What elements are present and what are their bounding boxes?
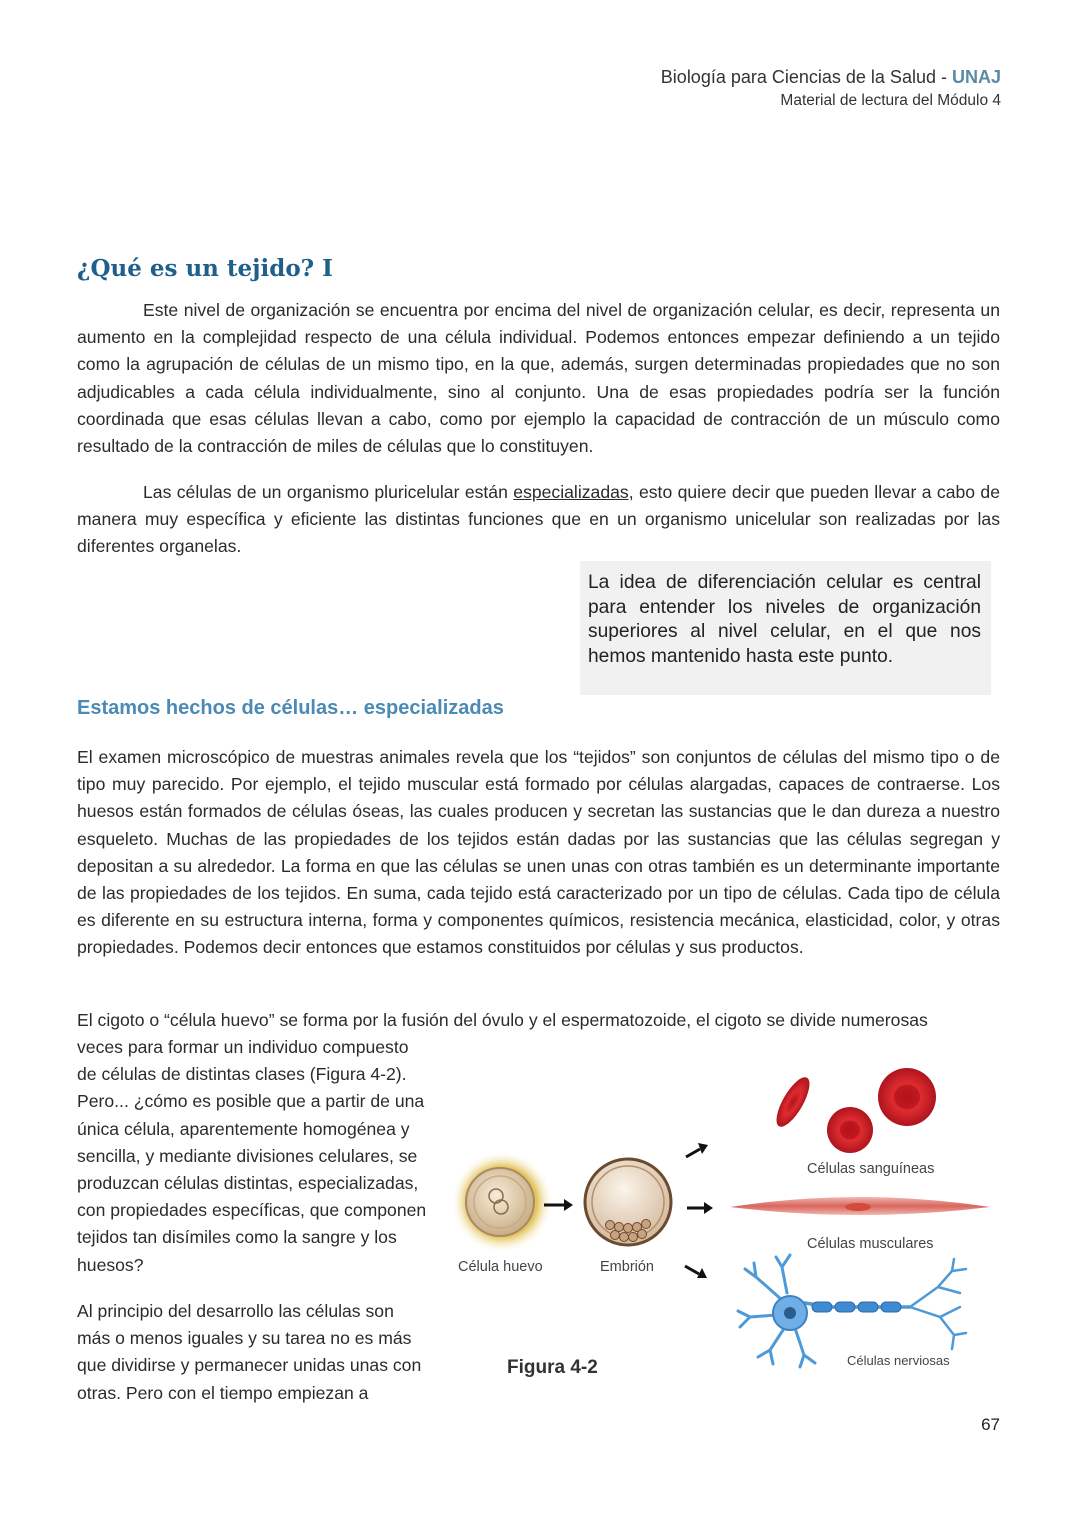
subsection-title: Estamos hechos de células… especializadas — [77, 697, 504, 719]
egg-cell-label: Célula huevo — [458, 1259, 543, 1275]
section-paragraph-1: Este nivel de organización se encuentra por encima del nivel de organización celular, es decir, representa un aumento en la complejidad respecto de una célula individual. Podemos entonces empezar definiendo a un tejido como la agrupación de células de un mismo tipo, en la que, además, surgen determinadas propiedades que no son adjudicables a cada célula individualmente, sino al conjunto. Una de esas propiedades podría ser la función coordinada que esas células llevan a cabo, como por ejemplo la capacidad de contracción de un músculo como resultado de la contracción de miles de células que lo constituyen. — [77, 300, 1000, 457]
subsection-paragraph-3: Al principio del desarrollo las células son más o menos iguales y su tarea no es más que dividirse y permanecer unidas unas con otras. Pero con el tiempo empiezan a — [77, 1301, 422, 1403]
nerve-cells-label: Células nerviosas — [847, 1353, 950, 1368]
callout-text: La idea de diferenciación celular es central para entender los niveles de organización superiores al nivel celular, en el que nos hemos mantenido hasta este punto. — [588, 572, 981, 667]
specialized-term: especializadas, — [513, 482, 634, 502]
embryo — [585, 1159, 671, 1245]
page-header — [661, 64, 1001, 112]
subsection-paragraph-2: veces para formar un individuo compuesto de células de distintas clases (Figura 4-2). Pero... ¿cómo es posible que a partir de una única célula, aparentemente homogénea y sencilla, y mediante divisiones celulares, se produzcan células distintas, especializadas, con propiedades específicas, que componen tejidos tan disímiles como la sangre y los huesos? — [77, 1037, 427, 1275]
egg-cell — [452, 1152, 552, 1252]
muscle-cell — [730, 1197, 990, 1215]
page-number: 67 — [981, 1415, 1000, 1434]
subsection-paragraph-2-first-line: El cigoto o “célula huevo” se forma por la fusión del óvulo y el espermatozoide, el cigoto se divide numerosas — [77, 1010, 928, 1030]
nerve-cell — [738, 1255, 966, 1367]
callout-box — [580, 561, 991, 695]
header-institution: UNAJ — [951, 67, 1001, 87]
section-paragraph-2 — [77, 479, 1000, 561]
arrow-up-right-icon — [686, 1143, 708, 1157]
section-paragraph-2-start: Las células de un organismo pluricelular están — [143, 482, 514, 502]
figure-caption: Figura 4-2 — [507, 1357, 598, 1378]
section-paragraph-2-end: esto quiere decir que pueden llevar a cabo de manera muy específica y eficiente las distintas funciones que en un organismo unicelular son realizadas por las diferentes organelas. — [77, 482, 1001, 557]
subsection-paragraph-1: El examen microscópico de muestras animales revela que los “tejidos” son conjuntos de células del mismo tipo o de tipo muy parecido. Por ejemplo, el tejido muscular está formado por células alargadas, capaces de contraerse. Los huesos están formados de células óseas, las cuales producen y secretan las sustancias que le dan dureza a nuestro esqueleto. Muchas de las propiedades de los tejidos están dadas por las sustancias que las células segregan y depositan a su alrededor. La forma en que las células se unen unas con otras también es un determinante importante de las propiedades de los tejidos. En suma, cada tejido está caracterizado por un tipo de células. Cada tipo de célula es diferente en su estructura interna, forma y componentes químicos, resistencia mecánica, elasticidad, color, y otras propiedades. Podemos decir entonces que estamos constituidos por células y sus productos. — [77, 747, 1000, 958]
blood-cells-label: Células sanguíneas — [807, 1161, 935, 1177]
red-blood-cells — [770, 1068, 936, 1153]
section-title: ¿Qué es un tejido? I — [77, 255, 333, 282]
arrow-down-right-icon — [685, 1266, 707, 1278]
figure-4-2 — [440, 1055, 1000, 1395]
muscle-cells-label: Células musculares — [807, 1236, 934, 1252]
header-course-line — [661, 64, 1001, 90]
arrow-right-icon — [687, 1202, 713, 1214]
header-subtitle: Material de lectura del Módulo 4 — [780, 92, 1001, 109]
cell-differentiation-illustration — [440, 1055, 1000, 1395]
embryo-label: Embrión — [600, 1259, 654, 1275]
header-course: Biología para Ciencias de la Salud - — [660, 67, 952, 87]
